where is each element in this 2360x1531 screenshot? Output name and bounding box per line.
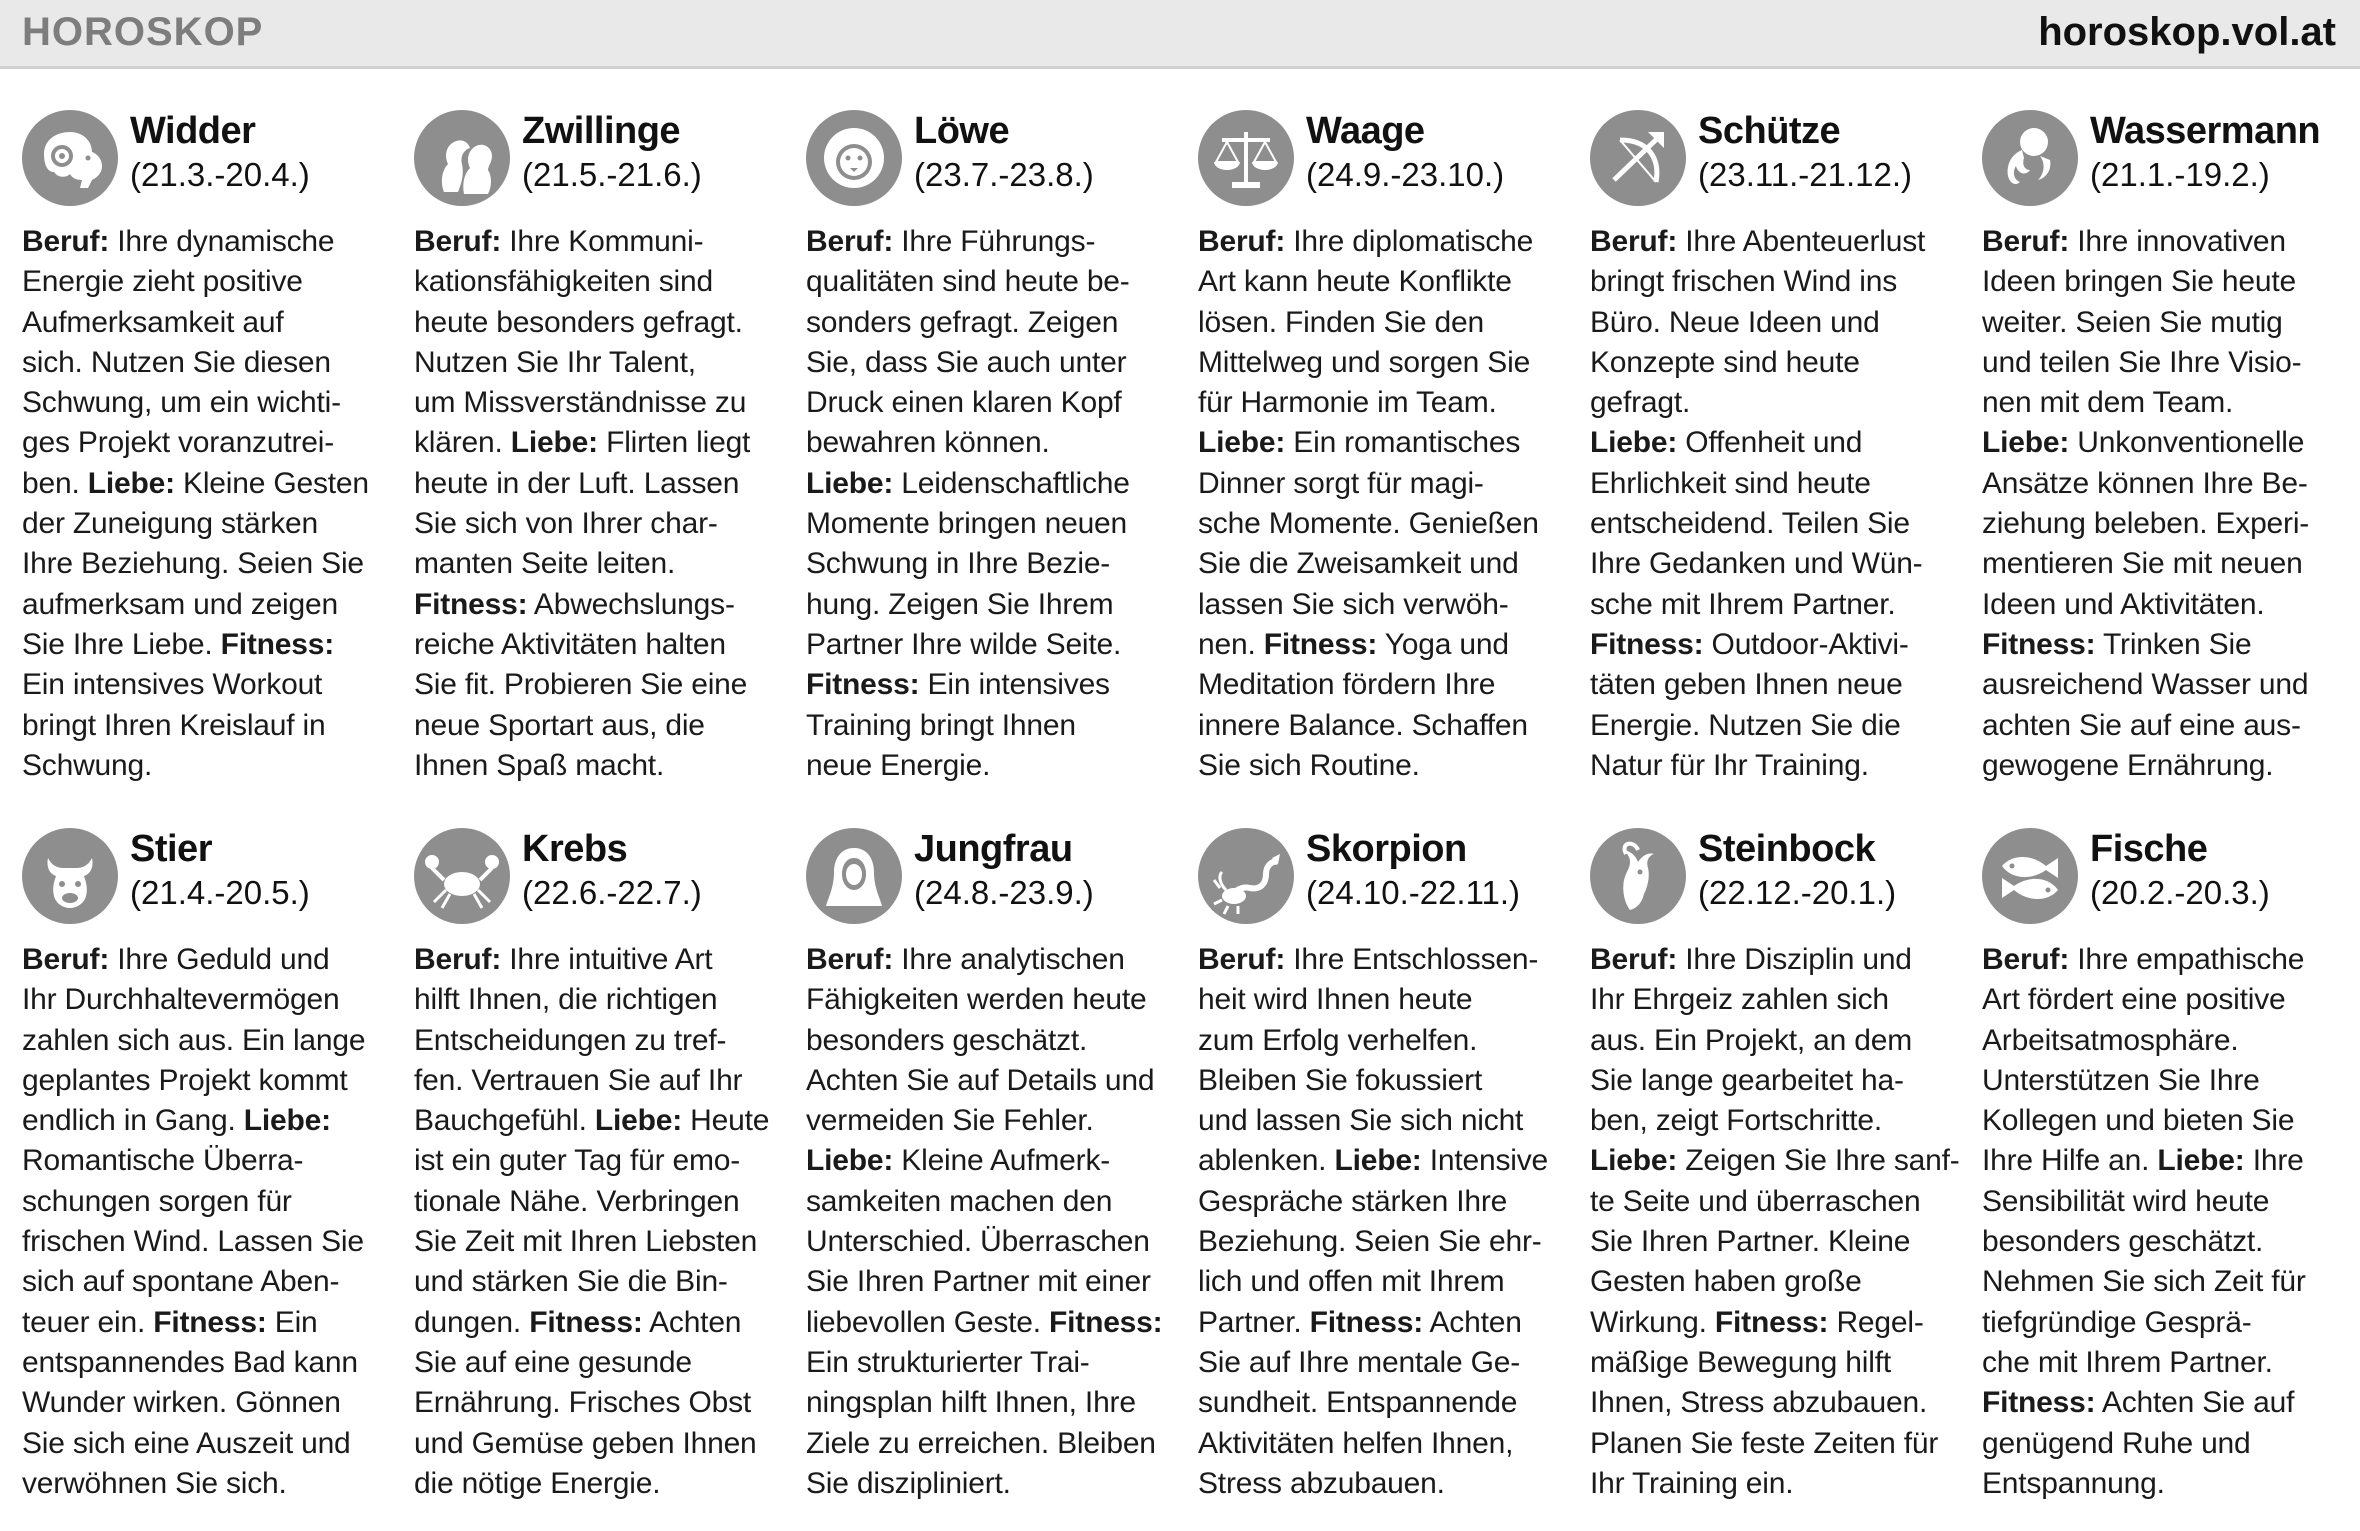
job-label: Beruf:: [1198, 943, 1286, 976]
sign-dates: (21.3.-20.4.): [130, 156, 310, 193]
fitness-label: Fitness:: [1590, 627, 1704, 661]
sign-dates: (20.2.-20.3.): [2090, 874, 2270, 911]
love-text: Kleine Aufmerk- samkeiten machen den Unterschied. Überraschen Sie Ihren Partner mit einer liebevollen Geste.: [806, 1144, 1151, 1339]
sign-header: [414, 106, 784, 206]
site-url[interactable]: horoskop.vol.at: [2038, 10, 2336, 54]
fitness-label: Fitness:: [1714, 1305, 1829, 1339]
sign-header: [806, 824, 1176, 924]
goat-icon: [1590, 828, 1686, 924]
sign-dates: (22.12.-20.1.): [1698, 874, 1897, 911]
love-text: Unkonventionelle Ansätze können Ihre Be- ziehung beleben. Experi- mentieren Sie mit neuen Ideen und Aktivitäten.: [1982, 426, 2310, 621]
love-label: Liebe:: [1198, 426, 1286, 460]
job-label: Beruf:: [22, 943, 110, 976]
sign-name: Waage: [1306, 110, 1425, 152]
job-label: Beruf:: [1590, 943, 1678, 976]
sign-header: [1590, 824, 1960, 924]
love-label: Liebe:: [1590, 1144, 1678, 1178]
fitness-text: Yoga und Meditation fördern Ihre innere Balance. Schaffen Sie sich Routine.: [1198, 627, 1528, 782]
sign-header: [1198, 824, 1568, 924]
love-label: Liebe:: [806, 466, 894, 500]
love-label: Liebe:: [1334, 1144, 1422, 1178]
job-text: Ihre Abenteuerlust bringt frischen Wind ins Büro. Neue Ideen und Konzepte sind heute gefragt.: [1590, 225, 1926, 420]
job-label: Beruf:: [1982, 943, 2070, 976]
sign-card-löwe: [806, 106, 1176, 786]
sign-card-stier: [22, 824, 392, 1504]
love-text: Kleine Gesten der Zuneigung stärken Ihre Beziehung. Seien Sie aufmerksam und zeigen Sie Ihre Liebe.: [22, 466, 369, 661]
love-text: Heute ist ein guter Tag für emo- tionale Nähe. Verbringen Sie Zeit mit Ihren Liebsten und stärken Sie die Bin- dungen.: [414, 1104, 770, 1339]
sign-text: [1590, 940, 1960, 1504]
love-text: Offenheit und Ehrlichkeit sind heute entscheidend. Teilen Sie Ihre Gedanken und Wün- sche mit Ihrem Partner.: [1590, 426, 1923, 621]
sign-text: [1982, 222, 2352, 786]
sign-dates: (24.9.-23.10.): [1306, 156, 1505, 193]
fitness-text: Achten Sie auf genügend Ruhe und Entspannung.: [1982, 1386, 2295, 1500]
sign-card-waage: [1198, 106, 1568, 786]
scales-icon: [1198, 110, 1294, 206]
love-label: Liebe:: [1982, 426, 2070, 460]
ram-icon: [22, 110, 118, 206]
fitness-label: Fitness:: [220, 627, 335, 661]
fitness-text: Abwechslungs- reiche Aktivitäten halten Sie fit. Probieren Sie eine neue Sportart aus, die Ihnen Spaß macht.: [414, 587, 748, 782]
sign-card-jungfrau: [806, 824, 1176, 1504]
sign-dates: (24.10.-22.11.): [1306, 874, 1521, 911]
sign-card-steinbock: [1590, 824, 1960, 1504]
sign-name: Fische: [2090, 828, 2208, 870]
love-label: Liebe:: [806, 1144, 894, 1178]
fitness-label: Fitness:: [414, 587, 528, 621]
sign-card-schütze: [1590, 106, 1960, 786]
love-text: Leidenschaftliche Momente bringen neuen Schwung in Ihre Bezie- hung. Zeigen Sie Ihrem Partner Ihre wilde Seite.: [806, 466, 1130, 661]
bull-icon: [22, 828, 118, 924]
sign-name: Krebs: [522, 828, 628, 870]
sign-card-fische: [1982, 824, 2352, 1504]
sign-name: Wassermann: [2090, 110, 2321, 152]
sign-card-widder: [22, 106, 392, 786]
sign-header: [806, 106, 1176, 206]
fitness-label: Fitness:: [153, 1305, 267, 1339]
job-text: Ihre dynamische Energie zieht positive Aufmerksamkeit auf sich. Nutzen Sie diesen Schwung, um ein wichti- ges Projekt voranzutrei- ben.: [22, 225, 341, 500]
sign-name: Stier: [130, 828, 212, 870]
fitness-text: Outdoor-Aktivi- täten geben Ihnen neue Energie. Nutzen Sie die Natur für Ihr Training.: [1590, 627, 1909, 782]
fitness-text: Trinken Sie ausreichend Wasser und achten Sie auf eine aus- gewogene Ernährung.: [1982, 627, 2309, 782]
love-label: Liebe:: [1590, 426, 1678, 460]
sign-name: Skorpion: [1306, 828, 1467, 870]
job-text: Ihre empathische Art fördert eine positive Arbeitsatmosphäre. Unterstützen Sie Ihre Kollegen und bieten Sie Ihre Hilfe an.: [1982, 943, 2305, 1178]
job-label: Beruf:: [1198, 225, 1286, 258]
job-text: Ihre Entschlossen- heit wird Ihnen heute zum Erfolg verhelfen. Bleiben Sie fokussiert und lassen Sie sich nicht ablenken.: [1198, 943, 1539, 1178]
lion-icon: [806, 110, 902, 206]
sign-card-skorpion: [1198, 824, 1568, 1504]
sign-name: Widder: [130, 110, 256, 152]
sign-header: [22, 824, 392, 924]
fitness-label: Fitness:: [1049, 1305, 1163, 1339]
love-label: Liebe:: [2157, 1144, 2245, 1178]
sign-header: [1982, 824, 2352, 924]
love-text: Romantische Überra- schungen sorgen für frischen Wind. Lassen Sie sich auf spontane Aben- teuer ein.: [22, 1144, 364, 1339]
fitness-label: Fitness:: [1982, 627, 2096, 661]
sign-card-krebs: [414, 824, 784, 1504]
fitness-label: Fitness:: [1982, 1386, 2096, 1420]
job-label: Beruf:: [1982, 225, 2070, 258]
sign-dates: (24.8.-23.9.): [914, 874, 1094, 911]
sign-header: [1982, 106, 2352, 206]
sign-text: [1982, 940, 2352, 1504]
sign-dates: (22.6.-22.7.): [522, 874, 702, 911]
job-text: Ihre intuitive Art hilft Ihnen, die richtigen Entscheidungen zu tref- fen. Vertrauen Sie auf Ihr Bauchgefühl.: [414, 943, 743, 1138]
job-text: Ihre Disziplin und Ihr Ehrgeiz zahlen sich aus. Ein Projekt, an dem Sie lange gearbeitet ha- ben, zeigt Fortschritte.: [1590, 943, 1913, 1138]
job-label: Beruf:: [1590, 225, 1678, 258]
sign-name: Schütze: [1698, 110, 1841, 152]
sign-text: [1198, 940, 1568, 1504]
sign-text: [22, 940, 392, 1504]
sign-name: Löwe: [914, 110, 1010, 152]
sign-dates: (21.5.-21.6.): [522, 156, 702, 193]
fitness-label: Fitness:: [529, 1305, 643, 1339]
fish-icon: [1982, 828, 2078, 924]
job-label: Beruf:: [22, 225, 110, 258]
love-label: Liebe:: [87, 466, 175, 500]
love-label: Liebe:: [510, 426, 598, 460]
love-text: Zeigen Sie Ihre sanf- te Seite und überraschen Sie Ihren Partner. Kleine Gesten haben große Wirkung.: [1590, 1144, 1960, 1339]
sign-header: [22, 106, 392, 206]
sign-text: [1198, 222, 1568, 786]
sign-name: Jungfrau: [914, 828, 1073, 870]
fitness-label: Fitness:: [1309, 1305, 1424, 1339]
sign-name: Steinbock: [1698, 828, 1876, 870]
section-title: HOROSKOP: [22, 10, 264, 54]
fitness-label: Fitness:: [806, 668, 920, 702]
fitness-text: Achten Sie auf Ihre mentale Ge- sundheit. Entspannende Aktivitäten helfen Ihnen, Stress abzubauen.: [1198, 1305, 1522, 1500]
crab-icon: [414, 828, 510, 924]
sign-card-zwillinge: [414, 106, 784, 786]
archer-icon: [1590, 110, 1686, 206]
water-bearer-icon: [1982, 110, 2078, 206]
sign-text: [1590, 222, 1960, 786]
virgin-icon: [806, 828, 902, 924]
sign-text: [22, 222, 392, 786]
job-text: Ihre analytischen Fähigkeiten werden heute besonders geschätzt. Achten Sie auf Details und vermeiden Sie Fehler.: [806, 943, 1155, 1138]
fitness-label: Fitness:: [1263, 627, 1378, 661]
sign-header: [414, 824, 784, 924]
job-text: Ihre diplomatische Art kann heute Konflikte lösen. Finden Sie den Mittelweg und sorgen Sie für Harmonie im Team.: [1198, 225, 1534, 420]
fitness-text: Ein intensives Training bringt Ihnen neue Energie.: [806, 668, 1110, 782]
job-text: Ihre Führungs- qualitäten sind heute be- sonders gefragt. Zeigen Sie, dass Sie auch unter Druck einen klaren Kopf bewahren können.: [806, 225, 1130, 460]
sign-header: [1590, 106, 1960, 206]
job-text: Ihre Kommuni- kationsfähigkeiten sind heute besonders gefragt. Nutzen Sie Ihr Talent, um Missverständnisse zu klären.: [414, 225, 747, 460]
fitness-text: Ein intensives Workout bringt Ihren Kreislauf in Schwung.: [22, 668, 326, 782]
job-text: Ihre innovativen Ideen bringen Sie heute weiter. Seien Sie mutig und teilen Sie Ihre Visio- nen mit dem Team.: [1982, 225, 2302, 420]
love-text: Intensive Gespräche stärken Ihre Beziehung. Seien Sie ehr- lich und offen mit Ihrem Partner.: [1198, 1144, 1549, 1339]
job-label: Beruf:: [806, 225, 894, 258]
love-text: Flirten liegt heute in der Luft. Lassen Sie sich von Ihrer char- manten Seite leiten.: [414, 426, 751, 581]
sign-text: [806, 940, 1176, 1504]
fitness-text: Ein entspannendes Bad kann Wunder wirken. Gönnen Sie sich eine Auszeit und verwöhnen Sie sich.: [22, 1305, 358, 1500]
job-label: Beruf:: [806, 943, 894, 976]
sign-name: Zwillinge: [522, 110, 681, 152]
twins-icon: [414, 110, 510, 206]
sign-dates: (21.1.-19.2.): [2090, 156, 2270, 193]
job-text: Ihre Geduld und Ihr Durchhaltevermögen zahlen sich aus. Ein lange geplantes Projekt kommt endlich in Gang.: [22, 943, 366, 1138]
love-text: Ihre Sensibilität wird heute besonders geschätzt. Nehmen Sie sich Zeit für tiefgründige Gesprä- che mit Ihrem Partner.: [1982, 1144, 2306, 1379]
love-label: Liebe:: [243, 1104, 331, 1138]
sign-text: [414, 940, 784, 1504]
sign-dates: (21.4.-20.5.): [130, 874, 310, 911]
scorpion-icon: [1198, 828, 1294, 924]
fitness-text: Regel- mäßige Bewegung hilft Ihnen, Stress abzubauen. Planen Sie feste Zeiten für Ihr Training ein.: [1590, 1305, 1939, 1500]
sign-header: [1198, 106, 1568, 206]
sign-card-wassermann: [1982, 106, 2352, 786]
fitness-text: Achten Sie auf eine gesunde Ernährung. Frisches Obst und Gemüse geben Ihnen die nötige Energie.: [414, 1305, 757, 1500]
sign-dates: (23.7.-23.8.): [914, 156, 1094, 193]
love-text: Ein romantisches Dinner sorgt für magi- sche Momente. Genießen Sie die Zweisamkeit und lassen Sie sich verwöh- nen.: [1198, 426, 1539, 661]
job-label: Beruf:: [414, 225, 502, 258]
sign-text: [414, 222, 784, 786]
sign-text: [806, 222, 1176, 786]
fitness-text: Ein strukturierter Trai- ningsplan hilft Ihnen, Ihre Ziele zu erreichen. Bleiben Sie diszipliniert.: [806, 1345, 1156, 1500]
job-label: Beruf:: [414, 943, 502, 976]
sign-dates: (23.11.-21.12.): [1698, 156, 1913, 193]
love-label: Liebe:: [594, 1104, 683, 1138]
